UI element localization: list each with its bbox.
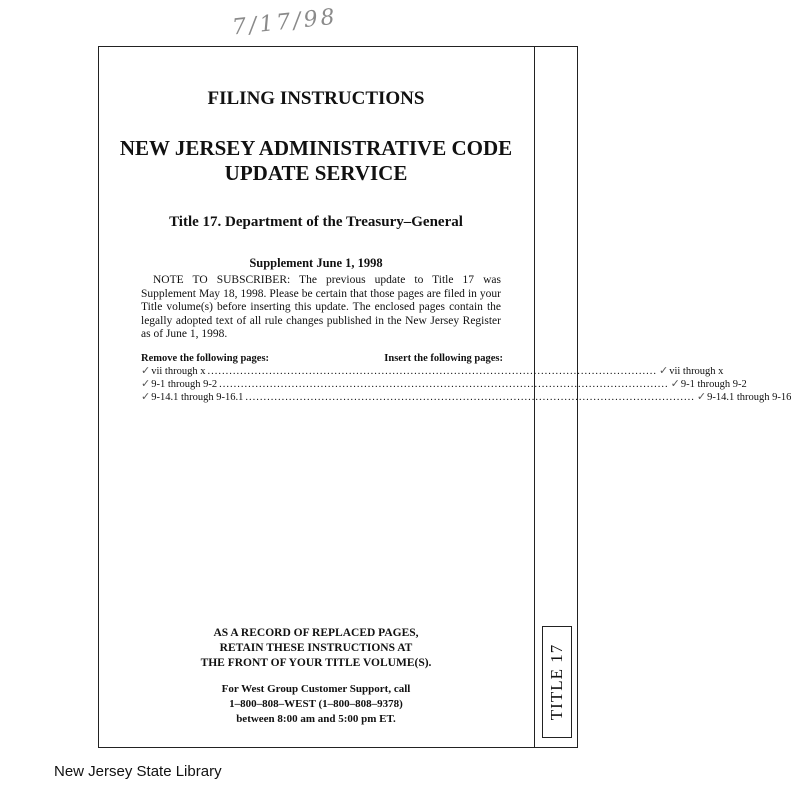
customer-support bbox=[98, 682, 534, 727]
support-line-2: 1–800–808–WEST (1–800–808–9378) bbox=[229, 698, 403, 710]
supplement-date: Supplement June 1, 1998 bbox=[249, 256, 383, 270]
support-line-1: For West Group Customer Support, call bbox=[221, 683, 411, 695]
code-title bbox=[98, 136, 534, 186]
retain-instructions bbox=[98, 626, 534, 671]
remove-pages: vii through x bbox=[151, 366, 206, 377]
remove-header: Remove the following pages: bbox=[141, 353, 270, 364]
retain-line-3: THE FRONT OF YOUR TITLE VOLUME(S). bbox=[200, 657, 432, 669]
insert-pages: vii through x bbox=[669, 366, 724, 377]
checkmark-icon: ✓ bbox=[141, 365, 151, 377]
support-line-3: between 8:00 am and 5:00 pm ET. bbox=[236, 713, 396, 725]
pages-table-header bbox=[141, 352, 503, 365]
checkmark-icon: ✓ bbox=[658, 365, 669, 377]
tab-label-box bbox=[542, 626, 572, 738]
remove-pages: 9-1 through 9-2 bbox=[151, 379, 218, 390]
retain-line-1: AS A RECORD OF REPLACED PAGES, bbox=[213, 627, 419, 639]
leader-dots: ............................................................................................................................ bbox=[207, 366, 657, 377]
leader-dots: ............................................................................................................................ bbox=[245, 392, 695, 403]
insert-pages: 9-1 through 9-2 bbox=[680, 379, 747, 390]
insert-header: Insert the following pages: bbox=[384, 353, 503, 364]
table-row bbox=[141, 378, 747, 391]
tab-label: TITLE 17 bbox=[547, 643, 566, 721]
code-title-line-2: UPDATE SERVICE bbox=[224, 161, 408, 185]
remove-pages: 9-14.1 through 9-16.1 bbox=[151, 392, 244, 403]
pages-table bbox=[141, 352, 791, 404]
checkmark-icon: ✓ bbox=[141, 378, 151, 390]
insert-pages: 9-14.1 through 9-16 bbox=[707, 392, 791, 403]
filing-instructions-heading: FILING INSTRUCTIONS bbox=[207, 88, 425, 109]
code-title-line-1: NEW JERSEY ADMINISTRATIVE CODE bbox=[119, 136, 513, 160]
checkmark-icon: ✓ bbox=[141, 391, 151, 403]
library-footer: New Jersey State Library bbox=[54, 763, 222, 780]
note-to-subscriber: NOTE TO SUBSCRIBER: The previous update to Title 17 was Supplement May 18, 1998. Please be certain that those pages are filed in your Title volume(s) before inserting this update. The enclosed pages contain the legally adopted text of all rule changes published in the New Jersey Register as of June 1, 1998. bbox=[141, 274, 501, 341]
checkmark-icon: ✓ bbox=[696, 391, 707, 403]
checkmark-icon: ✓ bbox=[670, 378, 680, 390]
handwritten-date: 7/17/98 bbox=[230, 4, 339, 41]
table-row bbox=[141, 365, 724, 378]
title-department: Title 17. Department of the Treasury–General bbox=[169, 214, 463, 230]
leader-dots: ............................................................................................................................ bbox=[219, 379, 669, 390]
retain-line-2: RETAIN THESE INSTRUCTIONS AT bbox=[219, 642, 413, 654]
table-row bbox=[141, 391, 791, 404]
